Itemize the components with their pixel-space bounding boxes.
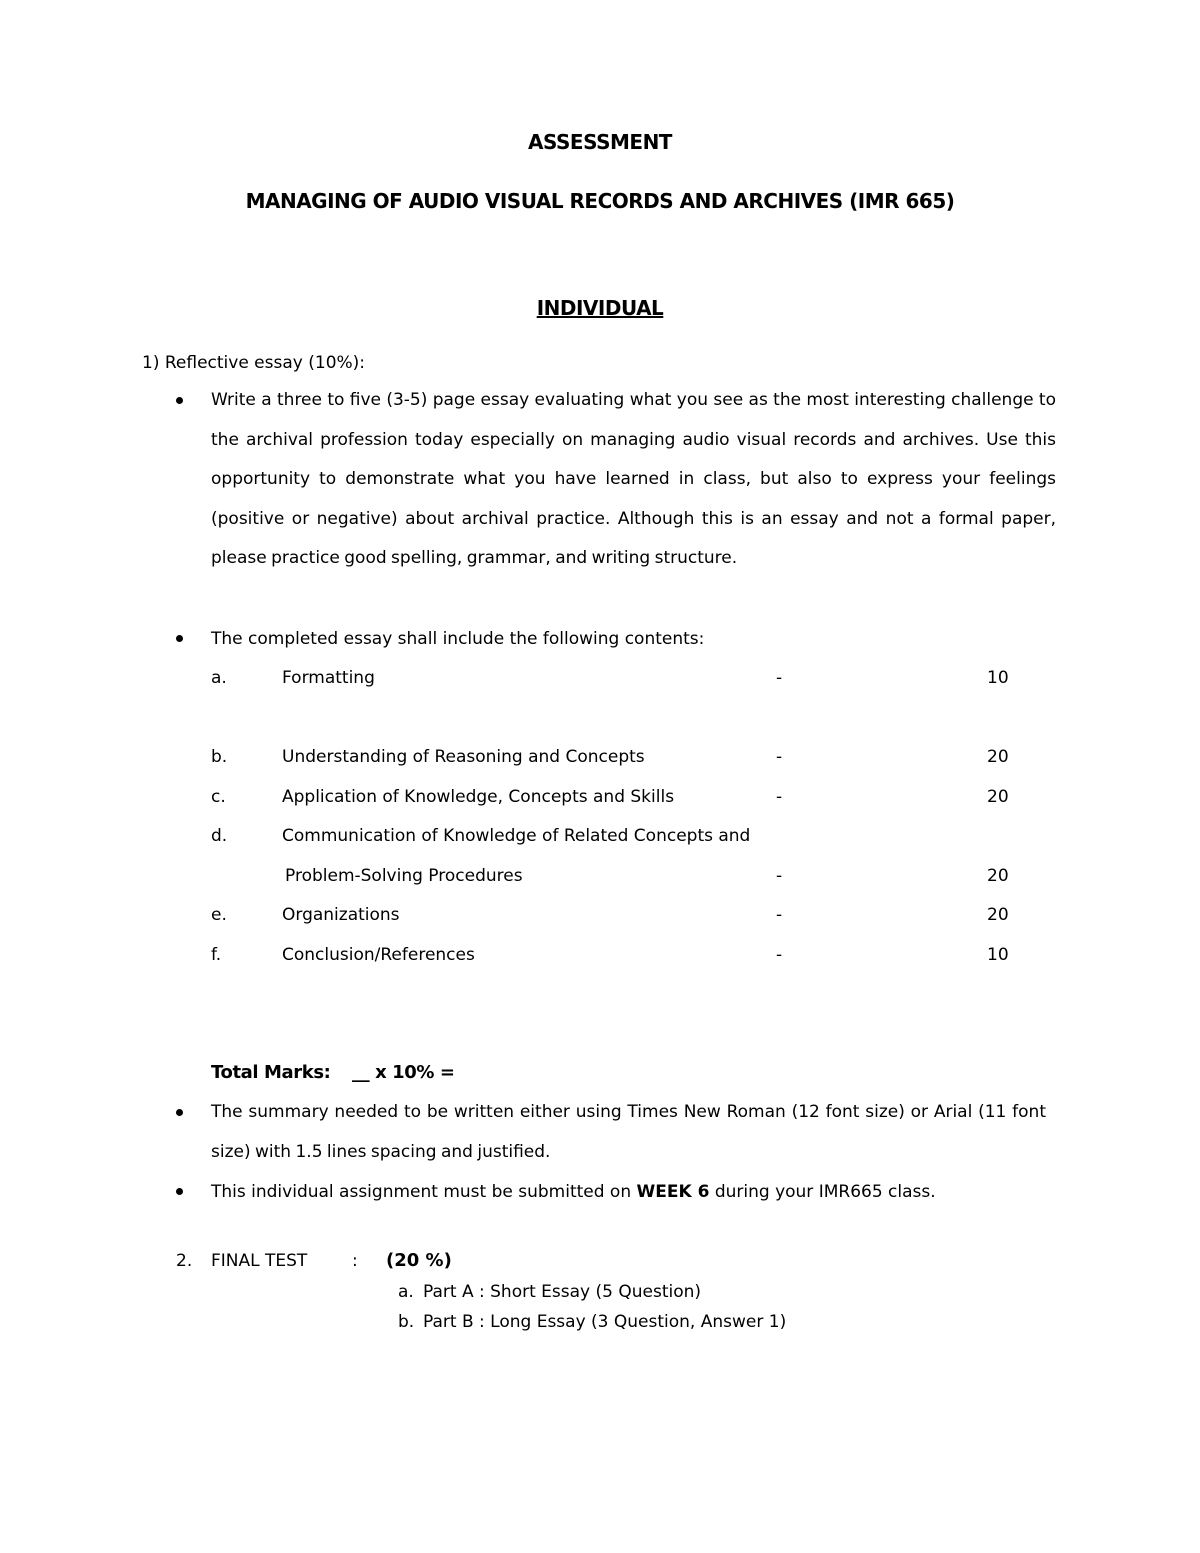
bullet-icon — [176, 397, 183, 404]
criteria-dash: - — [776, 747, 783, 767]
essay-instructions: Write a three to five (3-5) page essay evaluating what you see as the most interesting challenge to the archival profession today especially on managing audio visual records and archives. Use this opportunity to demonstrate what you have learned in class, but also to express your feelings (positive or negative) about archival practice. Although this is an essay and not a formal paper, please practice good spelling, grammar, and writing structure. — [211, 390, 1056, 568]
criteria-label: Application of Knowledge, Concepts and Skills — [282, 787, 675, 807]
summary-format-note: The summary needed to be written either using Times New Roman (12 font size) or Arial (11 font size) with 1.5 lines spacing and justified. — [211, 1102, 1046, 1162]
criteria-label: Formatting — [282, 668, 375, 688]
criteria-label: Conclusion/References — [282, 945, 475, 965]
bullet-icon — [176, 635, 183, 642]
criteria-letter: a. — [211, 668, 227, 688]
submission-week: WEEK 6 — [636, 1182, 710, 1202]
final-test-part-letter: a. — [398, 1282, 414, 1302]
contents-intro: The completed essay shall include the following contents: — [211, 629, 705, 649]
criteria-label: Organizations — [282, 905, 400, 925]
final-test-number: 2. — [176, 1251, 193, 1271]
criteria-letter: d. — [211, 826, 228, 846]
final-test-label: FINAL TEST — [211, 1251, 308, 1271]
bullet-icon — [176, 1188, 183, 1195]
submission-note — [211, 1181, 936, 1203]
criteria-label: Understanding of Reasoning and Concepts — [282, 747, 645, 767]
final-test-part-a: Part A : Short Essay (5 Question) — [423, 1282, 702, 1302]
final-test-part-b: Part B : Long Essay (3 Question, Answer 1) — [423, 1312, 787, 1332]
criteria-letter: b. — [211, 747, 228, 767]
criteria-marks: 20 — [987, 747, 1009, 767]
final-test-part-letter: b. — [398, 1312, 415, 1332]
submission-note-post: during your IMR665 class. — [709, 1182, 936, 1202]
criteria-dash: - — [776, 905, 783, 925]
final-test-colon: : — [352, 1251, 358, 1271]
criteria-letter: f. — [211, 945, 222, 965]
document-title: ASSESSMENT — [528, 130, 672, 154]
criteria-marks: 20 — [987, 787, 1009, 807]
criteria-dash: - — [776, 866, 783, 886]
bullet-icon — [176, 1109, 183, 1116]
criteria-label-continued: Problem-Solving Procedures — [285, 866, 523, 886]
criteria-marks: 20 — [987, 905, 1009, 925]
criteria-dash: - — [776, 945, 783, 965]
criteria-marks: 10 — [987, 945, 1009, 965]
submission-note-pre: This individual assignment must be submitted on — [211, 1182, 637, 1202]
section-heading: INDIVIDUAL — [536, 296, 664, 320]
criteria-marks: 10 — [987, 668, 1009, 688]
criteria-label: Communication of Knowledge of Related Concepts and — [282, 826, 751, 846]
criteria-marks: 20 — [987, 866, 1009, 886]
course-title: MANAGING OF AUDIO VISUAL RECORDS AND ARCHIVES (IMR 665) — [245, 189, 955, 213]
final-test-weight: (20 %) — [386, 1250, 452, 1271]
essay-heading: 1) Reflective essay (10%): — [142, 353, 366, 373]
total-marks-label: Total Marks: — [211, 1062, 331, 1083]
criteria-letter: c. — [211, 787, 226, 807]
criteria-dash: - — [776, 787, 783, 807]
total-marks-formula: __ x 10% = — [352, 1062, 455, 1083]
criteria-letter: e. — [211, 905, 227, 925]
criteria-dash: - — [776, 668, 783, 688]
